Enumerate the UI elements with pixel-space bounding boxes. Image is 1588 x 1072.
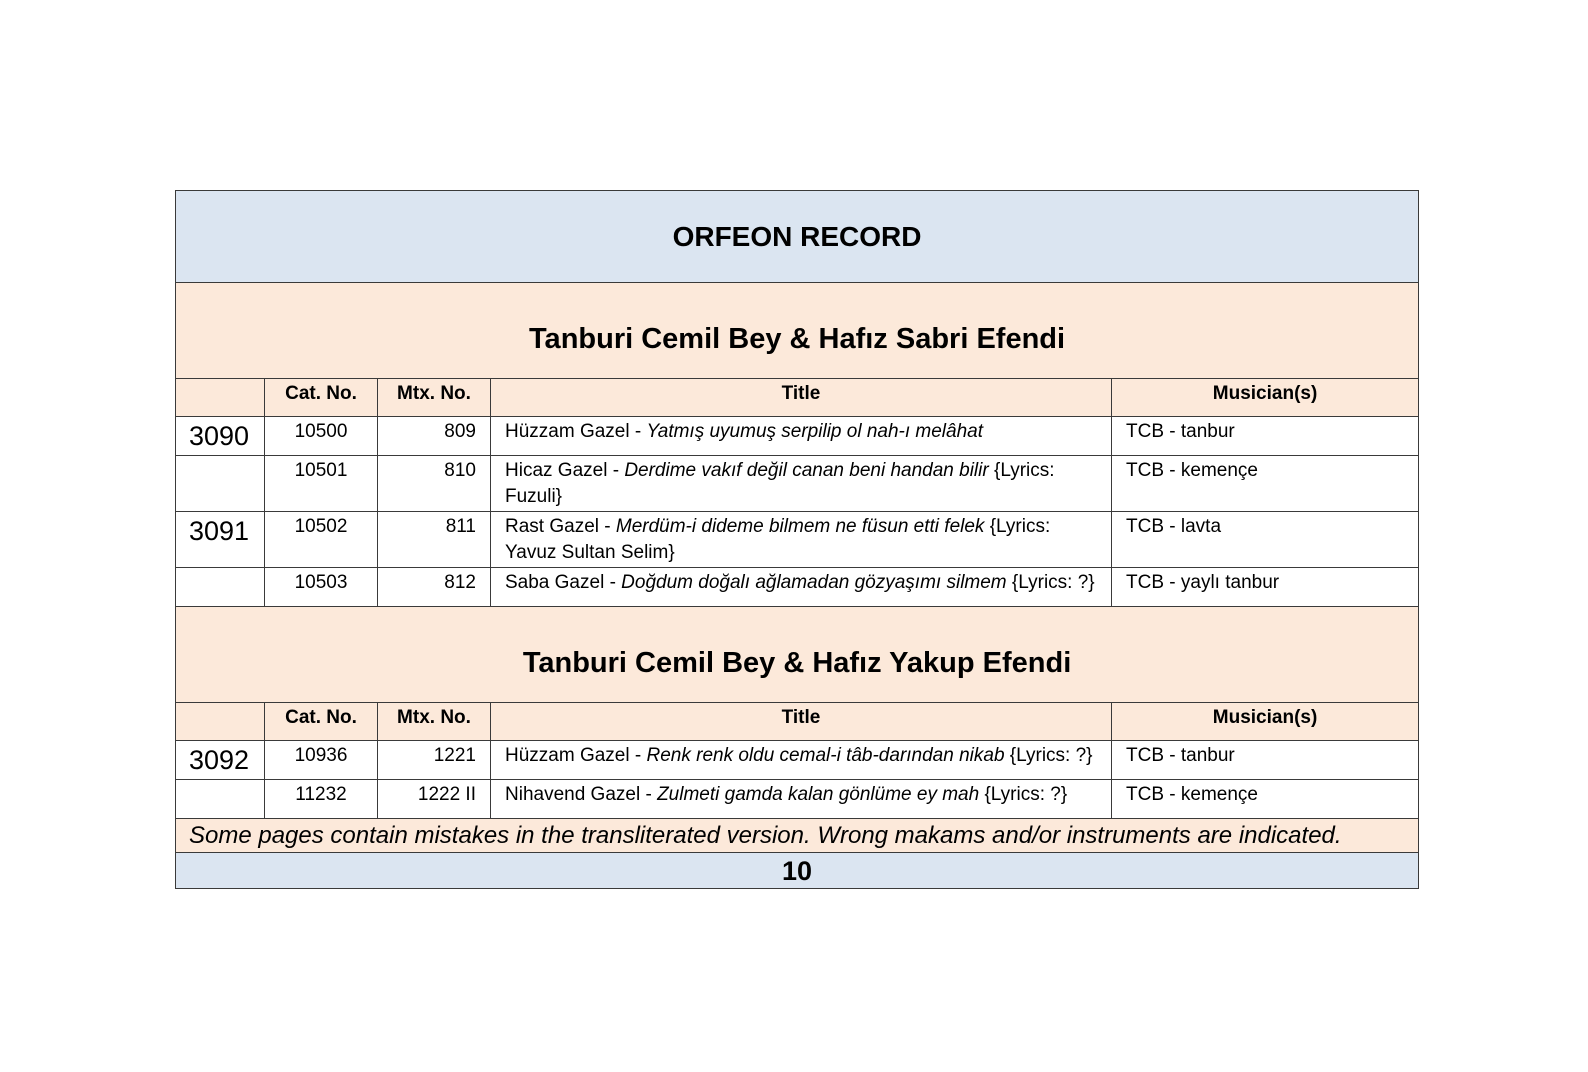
title-makam: Saba Gazel - [505, 572, 622, 593]
group-number [176, 456, 265, 512]
header-title: Title [491, 379, 1112, 417]
musicians-cell: TCB - kemençe [1112, 780, 1419, 819]
title-lyric: Zulmeti gamda kalan gönlüme ey mah [657, 784, 980, 805]
musicians-cell: TCB - kemençe [1112, 456, 1419, 512]
table-row [176, 456, 1419, 512]
section-artist-heading [176, 607, 1419, 703]
group-number: 3091 [176, 512, 265, 568]
title-makam: Rast Gazel - [505, 516, 616, 537]
header-musicians: Musician(s) [1112, 379, 1419, 417]
title-lyricist: {Lyrics: Yavuz Sultan Selim} [505, 516, 1051, 563]
group-number: 3092 [176, 741, 265, 780]
discography-table [175, 190, 1419, 889]
record-label-title: ORFEON RECORD [176, 191, 1419, 283]
title-cell [491, 512, 1112, 568]
header-group [176, 703, 265, 741]
section-artist-heading [176, 283, 1419, 379]
table-row [176, 780, 1419, 819]
header-cat-no: Cat. No. [265, 703, 378, 741]
cat-no-cell: 10501 [265, 456, 378, 512]
cat-no-cell: 10500 [265, 417, 378, 456]
column-header-row [176, 379, 1419, 417]
musicians-cell: TCB - tanbur [1112, 417, 1419, 456]
musicians-cell: TCB - lavta [1112, 512, 1419, 568]
header-title: Title [491, 703, 1112, 741]
title-lyricist: {Lyrics: ?} [1006, 572, 1095, 593]
page-number: 10 [176, 853, 1419, 889]
title-makam: Nihavend Gazel - [505, 784, 658, 805]
title-lyricist: {Lyrics: ?} [979, 784, 1068, 805]
title-lyric: Merdüm-i dideme bilmem ne füsun etti felek [615, 516, 985, 537]
group-number [176, 780, 265, 819]
musicians-cell: TCB - tanbur [1112, 741, 1419, 780]
transliteration-note: Some pages contain mistakes in the transliterated version. Wrong makams and/or instruments are indicated. [176, 819, 1419, 853]
title-lyric: Doğdum doğalı ağlamadan gözyaşımı silmem [621, 572, 1007, 593]
table-row [176, 512, 1419, 568]
header-cat-no: Cat. No. [265, 379, 378, 417]
title-cell [491, 741, 1112, 780]
header-mtx-no: Mtx. No. [378, 379, 491, 417]
mtx-no-cell: 1222 II [378, 780, 491, 819]
header-group [176, 379, 265, 417]
table-row [176, 568, 1419, 607]
mtx-no-cell: 811 [378, 512, 491, 568]
title-cell [491, 780, 1112, 819]
header-musicians: Musician(s) [1112, 703, 1419, 741]
title-lyric: Derdime vakıf değil canan beni handan bilir [624, 460, 989, 481]
mtx-no-cell: 1221 [378, 741, 491, 780]
title-cell [491, 456, 1112, 512]
header-mtx-no: Mtx. No. [378, 703, 491, 741]
group-number: 3090 [176, 417, 265, 456]
group-number [176, 568, 265, 607]
title-cell [491, 417, 1112, 456]
mtx-no-cell: 810 [378, 456, 491, 512]
title-makam: Hüzzam Gazel - [505, 745, 647, 766]
artist-name: Tanburi Cemil Bey & Hafız Sabri Efendi [529, 323, 1066, 355]
column-header-row [176, 703, 1419, 741]
table-row [176, 741, 1419, 780]
title-lyric: Renk renk oldu cemal-i tâb-darından nikab [646, 745, 1005, 766]
mtx-no-cell: 809 [378, 417, 491, 456]
table-row [176, 417, 1419, 456]
title-lyricist: {Lyrics: ?} [1004, 745, 1093, 766]
title-cell [491, 568, 1112, 607]
cat-no-cell: 10502 [265, 512, 378, 568]
cat-no-cell: 10503 [265, 568, 378, 607]
musicians-cell: TCB - yaylı tanbur [1112, 568, 1419, 607]
mtx-no-cell: 812 [378, 568, 491, 607]
title-makam: Hicaz Gazel - [505, 460, 625, 481]
title-lyricist: {Lyrics: Fuzuli} [505, 460, 1055, 507]
title-lyric: Yatmış uyumuş serpilip ol nah-ı melâhat [646, 421, 984, 442]
cat-no-cell: 11232 [265, 780, 378, 819]
artist-name: Tanburi Cemil Bey & Hafız Yakup Efendi [522, 647, 1072, 679]
title-makam: Hüzzam Gazel - [505, 421, 647, 442]
cat-no-cell: 10936 [265, 741, 378, 780]
